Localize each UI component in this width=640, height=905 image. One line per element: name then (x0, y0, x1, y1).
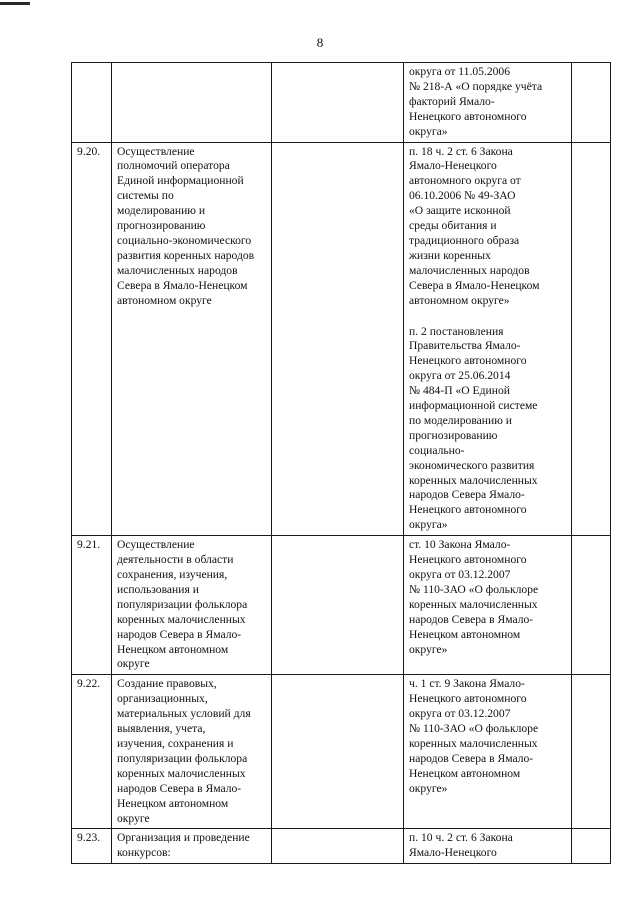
table-row (72, 142, 611, 536)
table-row (72, 829, 611, 864)
function-name: Осуществление деятельности в области сохранения, изучения, использования и популяризации фольклора коренных малочисленных народов Севера в Ямало- Ненецком автономном округе (112, 536, 272, 675)
row-number (72, 63, 112, 143)
legal-basis: ч. 1 ст. 9 Закона Ямало- Ненецкого автономного округа от 03.12.2007 № 110-ЗАО «О фольклоре коренных малочисленных народов Севера в Ямало- Ненецком автономном округе» (404, 675, 572, 829)
empty-cell (572, 63, 611, 143)
empty-cell (572, 675, 611, 829)
function-name (112, 63, 272, 143)
empty-cell (272, 829, 404, 864)
function-name: Создание правовых, организационных, материальных условий для выявления, учета, изучения, сохранения и популяризации фольклора коренных малочисленных народов Севера в Ямало- Ненецком автономном округе (112, 675, 272, 829)
table-row (72, 675, 611, 829)
empty-cell (572, 142, 611, 536)
empty-cell (572, 829, 611, 864)
page-number: 8 (316, 35, 324, 50)
function-name: Организация и проведение конкурсов: (112, 829, 272, 864)
legal-basis: п. 10 ч. 2 ст. 6 Закона Ямало-Ненецкого (404, 829, 572, 864)
empty-cell (272, 675, 404, 829)
function-name: Осуществление полномочий оператора Единой информационной системы по моделированию и прогнозированию социально-экономического развития коренных народов малочисленных народов Севера в Ямало-Ненецком автономном округе (112, 142, 272, 536)
row-number: 9.23. (72, 829, 112, 864)
legal-basis: п. 18 ч. 2 ст. 6 Закона Ямало-Ненецкого автономного округа от 06.10.2006 № 49-ЗАО «О защите исконной среды обитания и традиционного образа жизни коренных малочисленных народов Севера в Ямало-Ненецком автономном округе» п. 2 постановления Правительства Ямало- Ненецкого автономного округа от 25.06.2014 № 484-П «О Единой информационной системе по моделированию и прогнозированию социально- экономического развития коренных малочисленных народов Севера Ямало- Ненецкого автономного округа» (404, 142, 572, 536)
document-table (71, 62, 611, 864)
table-row (72, 63, 611, 143)
legal-basis: ст. 10 Закона Ямало- Ненецкого автономного округа от 03.12.2007 № 110-ЗАО «О фольклоре коренных малочисленных народов Севера в Ямало- Ненецком автономном округе» (404, 536, 572, 675)
legal-basis: округа от 11.05.2006 № 218-А «О порядке учёта факторий Ямало- Ненецкого автономного округа» (404, 63, 572, 143)
empty-cell (572, 536, 611, 675)
row-number: 9.22. (72, 675, 112, 829)
empty-cell (272, 142, 404, 536)
table-row (72, 536, 611, 675)
scan-artifact (0, 2, 30, 5)
row-number: 9.21. (72, 536, 112, 675)
row-number: 9.20. (72, 142, 112, 536)
empty-cell (272, 63, 404, 143)
empty-cell (272, 536, 404, 675)
